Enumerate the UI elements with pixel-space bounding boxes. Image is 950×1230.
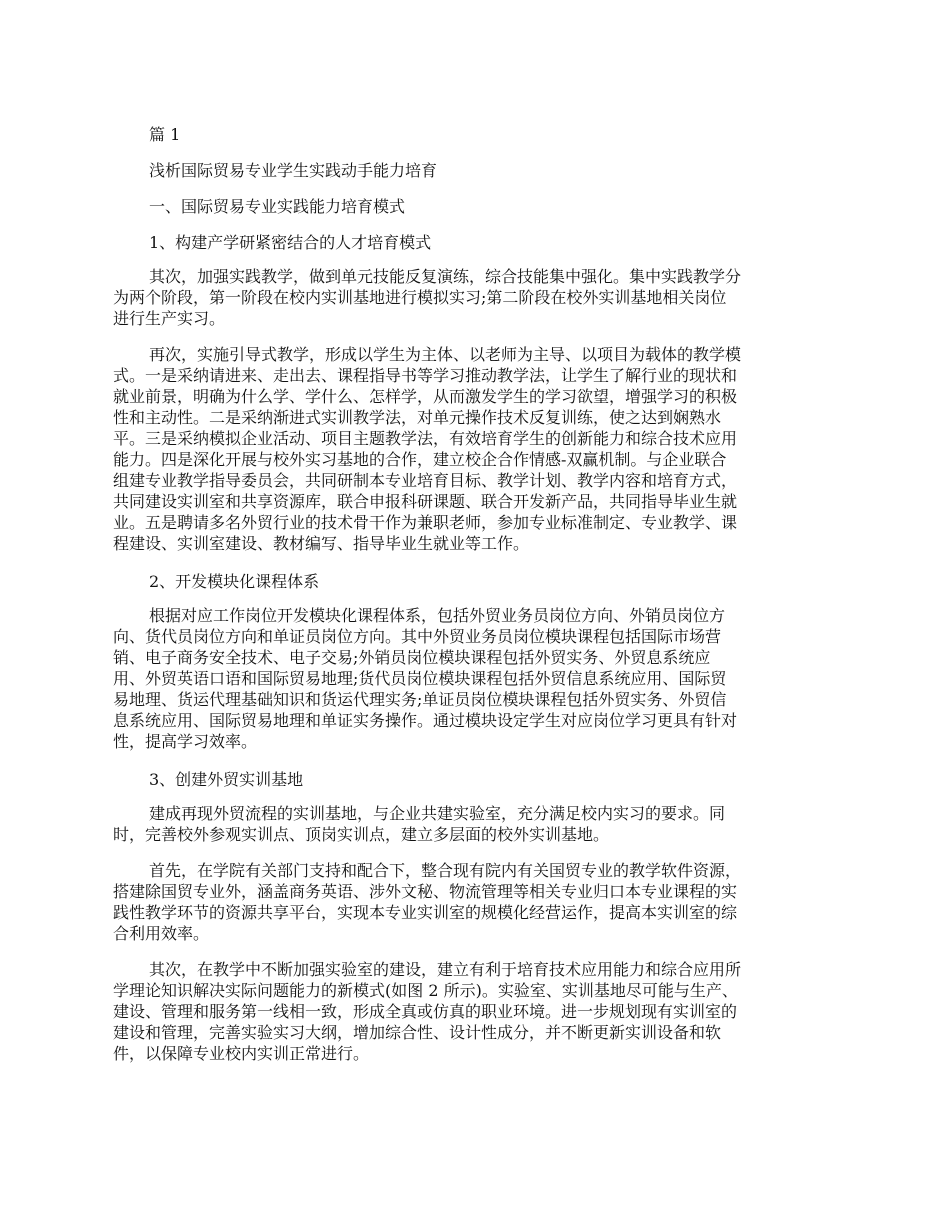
paragraph-line: 程建设、实训室建设、教材编写、指导毕业生就业等工作。	[113, 534, 530, 553]
paragraph-6	[113, 959, 837, 1064]
paragraph-line: 息系统应用、国际贸易地理和单证实务操作。通过模块设定学生对应岗位学习更具有针对	[113, 711, 738, 730]
paragraph-line: 性和主动性。二是采纳渐进式实训教学法，对单元操作技术反复训练，使之达到娴熟水	[113, 408, 722, 427]
paragraph-line: 能力。四是深化开展与校外实习基地的合作，建立校企合作情感-双赢机制。与企业联合	[113, 450, 727, 469]
paragraph-4	[113, 803, 837, 845]
paragraph-line: 首先，在学院有关部门支持和配合下，整合现有院内有关国贸专业的教学软件资源，	[149, 861, 742, 880]
paragraph-line: 再次，实施引导式教学，形成以学生为主体、以老师为主导、以项目为载体的教学模	[149, 345, 742, 364]
paragraph-line: 向、货代员岗位方向和单证员岗位方向。其中外贸业务员岗位模块课程包括国际市场营	[113, 627, 722, 646]
paragraph-3	[113, 605, 837, 752]
paragraph-2	[113, 344, 837, 554]
paragraph-1	[113, 266, 837, 329]
paragraph-line: 销、电子商务安全技术、电子交易;外销员岗位模块课程包括外贸实务、外贸息系统应	[113, 648, 711, 667]
paragraph-line: 业。五是聘请多名外贸行业的技术骨干作为兼职老师，参加专业标准制定、专业教学、课	[113, 513, 738, 532]
paragraph-line: 用、外贸英语口语和国际贸易地理;货代员岗位模块课程包括外贸信息系统应用、国际贸	[113, 669, 727, 688]
paragraph-line: 其次，在教学中不断加强实验室的建设，建立有利于培育技术应用能力和综合应用所	[149, 960, 742, 979]
subsection-heading-2: 2、开发模块化课程体系	[149, 572, 320, 591]
paragraph-line: 践性教学环节的资源共享平台，实现本专业实训室的规模化经营运作，提高本实训室的综	[113, 903, 738, 922]
document-title: 浅析国际贸易专业学生实践动手能力培育	[149, 161, 438, 180]
subsection-heading-1: 1、构建产学研紧密结合的人才培育模式	[149, 233, 432, 252]
document-page	[113, 122, 837, 1079]
paragraph-line: 易地理、货运代理基础知识和货运代理实务;单证员岗位模块课程包括外贸实务、外贸信	[113, 690, 727, 709]
paragraph-line: 平。三是采纳模拟企业活动、项目主题教学法，有效培育学生的创新能力和综合技术应用	[113, 429, 738, 448]
paragraph-line: 组建专业教学指导委员会，共同研制本专业培育目标、教学计划、教学内容和培育方式，	[113, 471, 738, 490]
section-heading-1: 一、国际贸易专业实践能力培育模式	[149, 197, 406, 216]
paragraph-line: 性，提高学习效率。	[113, 732, 258, 751]
paragraph-line: 合利用效率。	[113, 924, 210, 943]
paragraph-line: 建设、管理和服务第一线相一致，形成全真或仿真的职业环境。进一步规划现有实训室的	[113, 1002, 738, 1021]
paragraph-line: 时，完善校外参观实训点、顶岗实训点，建立多层面的校外实训基地。	[113, 825, 610, 844]
paragraph-line: 式。一是采纳请进来、走出去、课程指导书等学习推动教学法，让学生了解行业的现状和	[113, 366, 738, 385]
paragraph-line: 搭建除国贸专业外，涵盖商务英语、涉外文秘、物流管理等相关专业归口本专业课程的实	[113, 882, 738, 901]
paragraph-line: 根据对应工作岗位开发模块化课程体系，包括外贸业务员岗位方向、外销员岗位方	[149, 606, 726, 625]
paragraph-line: 件，以保障专业校内实训正常进行。	[113, 1044, 370, 1063]
paragraph-line: 建设和管理，完善实验实习大纲，增加综合性、设计性成分，并不断更新实训设备和软	[113, 1023, 722, 1042]
paragraph-line: 学理论知识解决实际问题能力的新模式(如图 2 所示)。实验室、实训基地尽可能与生产、	[113, 981, 738, 1000]
paragraph-line: 就业前景，明确为什么学、学什么、怎样学，从而激发学生的学习欲望，增强学习的积极	[113, 387, 738, 406]
subsection-heading-3: 3、创建外贸实训基地	[149, 770, 304, 789]
paragraph-line: 为两个阶段，第一阶段在校内实训基地进行模拟实习;第二阶段在校外实训基地相关岗位	[113, 288, 727, 307]
paragraph-line: 其次，加强实践教学，做到单元技能反复演练，综合技能集中强化。集中实践教学分	[149, 267, 742, 286]
paragraph-line: 进行生产实习。	[113, 309, 226, 328]
paragraph-line: 建成再现外贸流程的实训基地，与企业共建实验室，充分满足校内实习的要求。同	[149, 804, 726, 823]
paragraph-line: 共同建设实训室和共享资源库，联合申报科研课题、联合开发新产品，共同指导毕业生就	[113, 492, 738, 511]
part-heading: 篇 1	[149, 125, 181, 144]
paragraph-5	[113, 860, 837, 944]
